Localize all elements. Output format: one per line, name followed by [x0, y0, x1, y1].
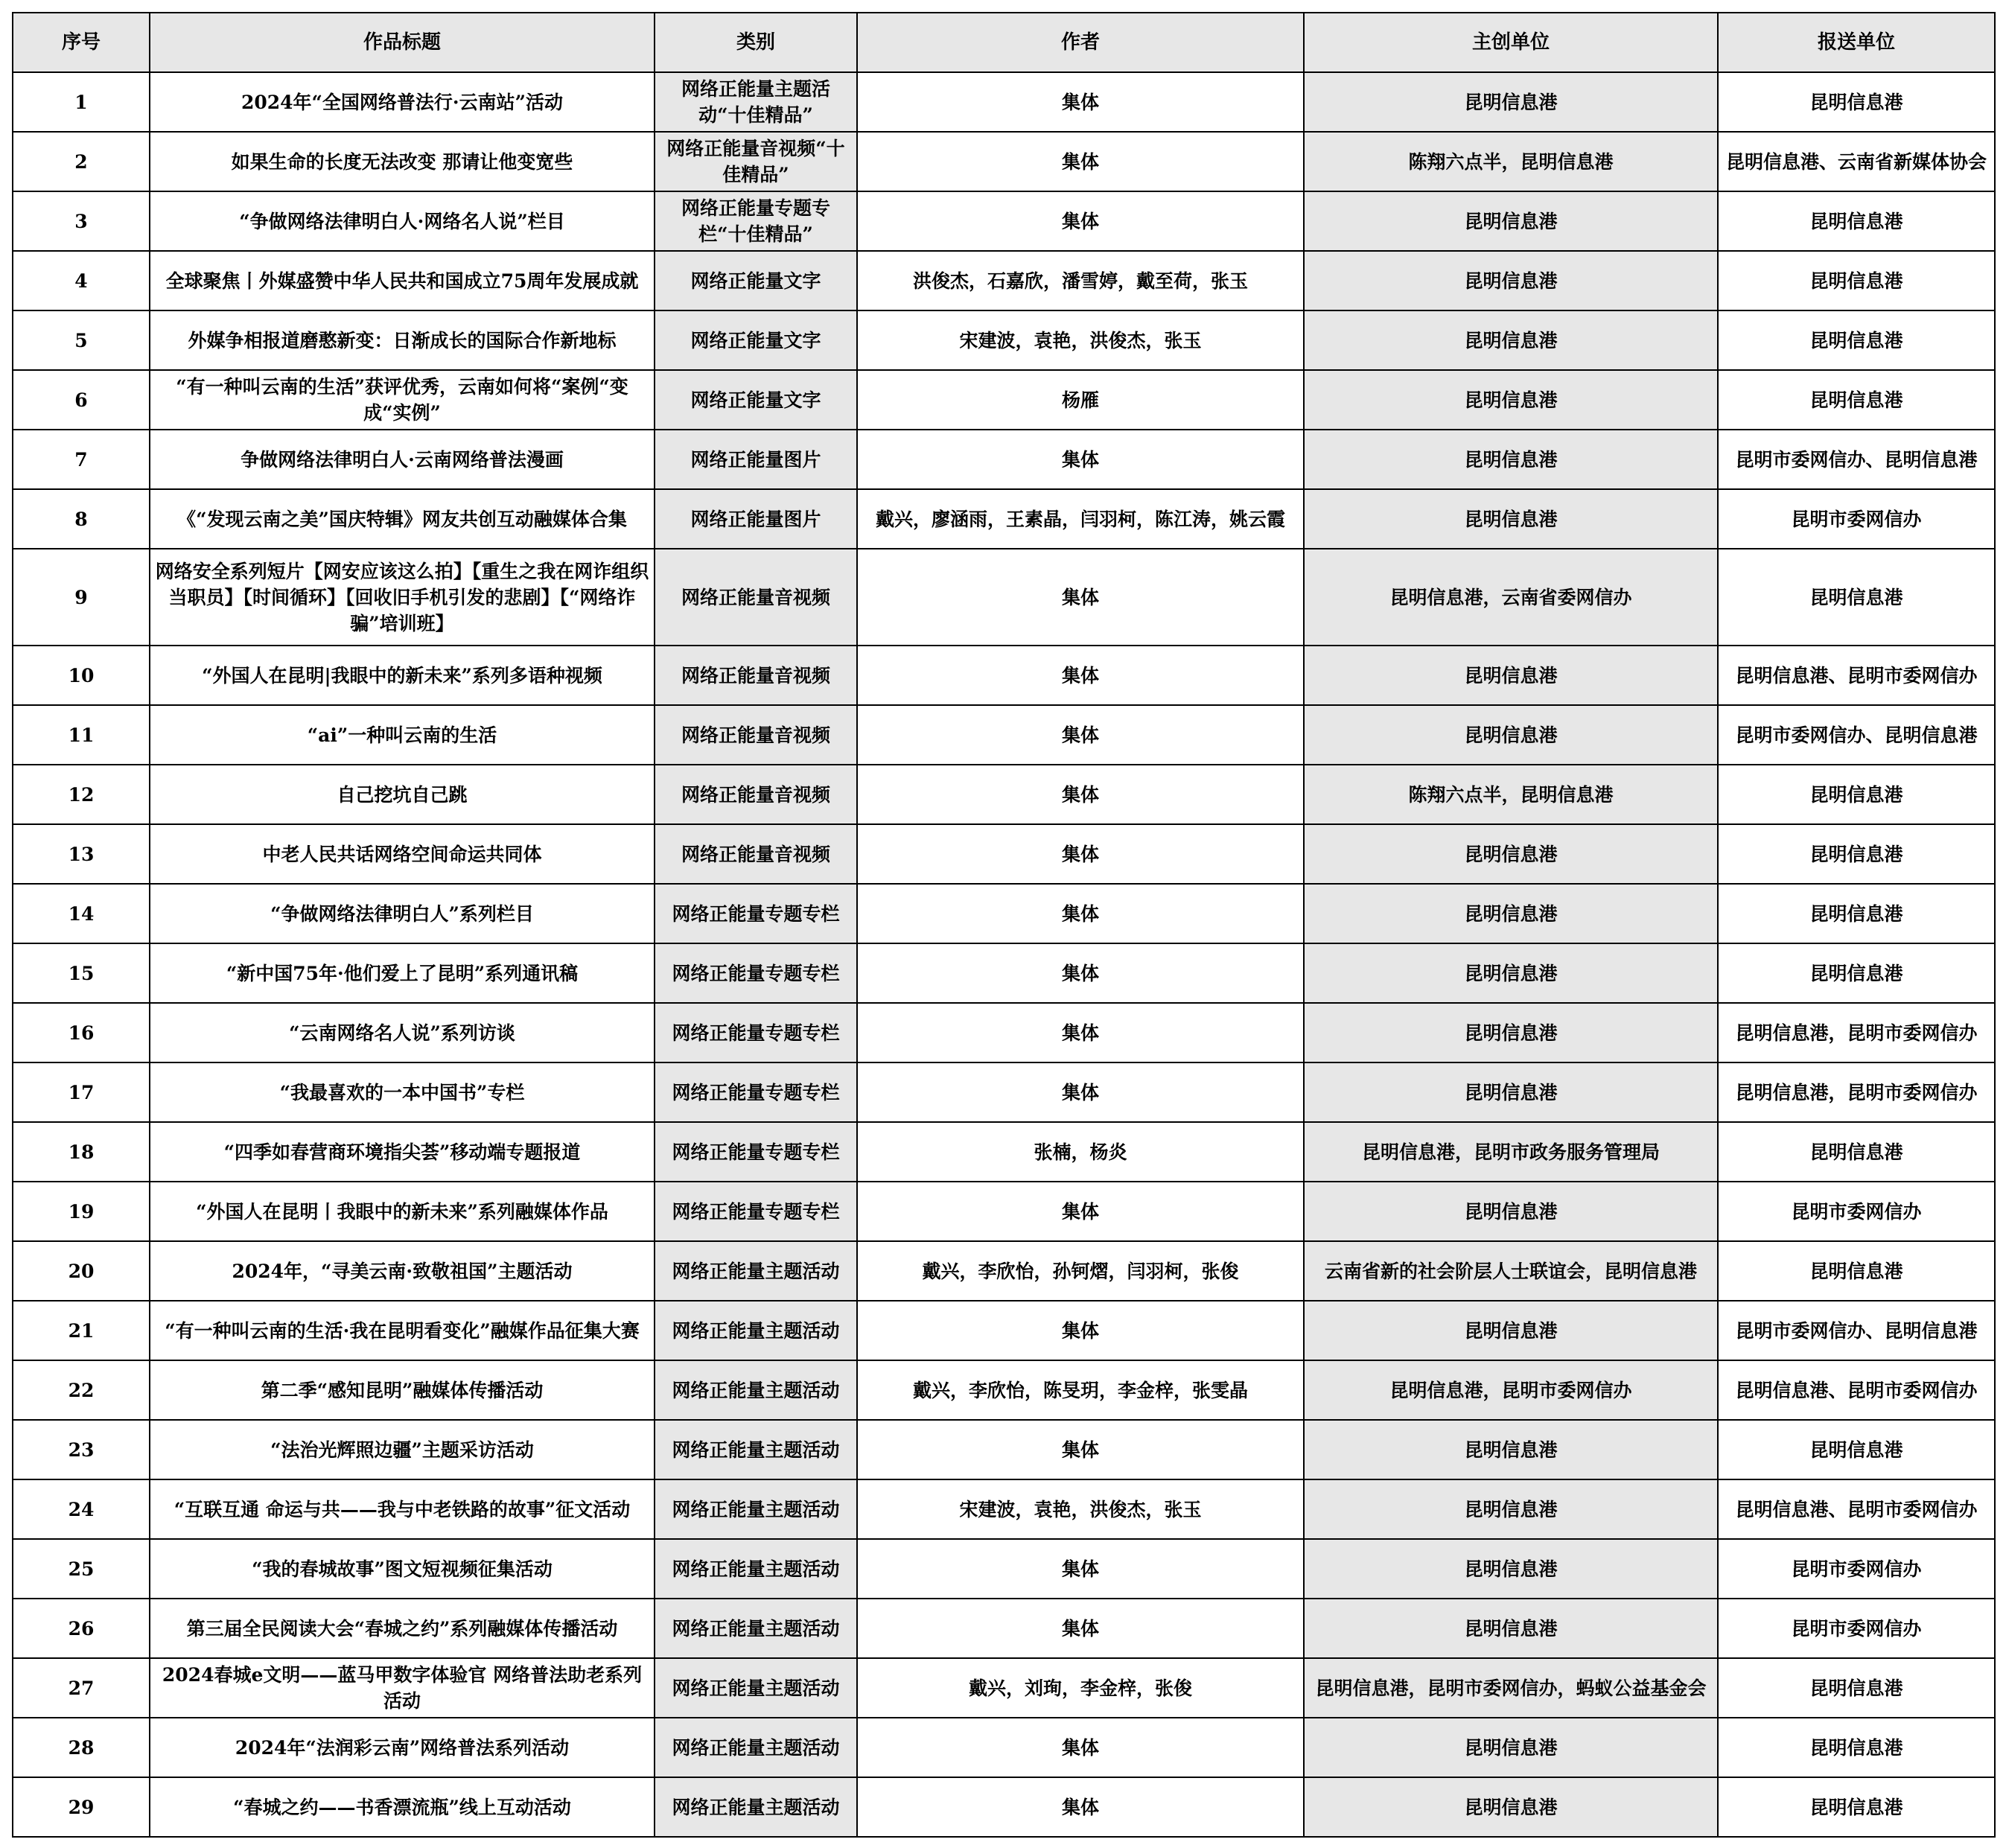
cell-category: 网络正能量主题活动	[655, 1420, 857, 1479]
cell-author: 洪俊杰，石嘉欣，潘雪婷，戴至荷，张玉	[857, 251, 1304, 310]
cell-submitter: 昆明信息港，昆明市委网信办	[1718, 1062, 1995, 1122]
table-row	[13, 1718, 1995, 1777]
table-row	[13, 1777, 1995, 1837]
cell-title: “争做网络法律明白人”系列栏目	[150, 884, 655, 943]
cell-submitter: 昆明信息港	[1718, 370, 1995, 430]
cell-no: 12	[13, 765, 150, 824]
cell-creator: 云南省新的社会阶层人士联谊会，昆明信息港	[1304, 1241, 1718, 1301]
cell-creator: 昆明信息港	[1304, 943, 1718, 1003]
table-row	[13, 1599, 1995, 1658]
table-row	[13, 549, 1995, 646]
cell-title: “我最喜欢的一本中国书”专栏	[150, 1062, 655, 1122]
cell-creator: 昆明信息港	[1304, 430, 1718, 489]
table-row	[13, 489, 1995, 549]
cell-submitter: 昆明市委网信办、昆明信息港	[1718, 1301, 1995, 1360]
cell-category: 网络正能量主题活动	[655, 1777, 857, 1837]
cell-category: 网络正能量主题活动	[655, 1599, 857, 1658]
cell-category: 网络正能量专题专栏	[655, 943, 857, 1003]
cell-submitter: 昆明信息港	[1718, 824, 1995, 884]
cell-creator: 昆明信息港	[1304, 1420, 1718, 1479]
cell-title: “春城之约——书香漂流瓶”线上互动活动	[150, 1777, 655, 1837]
cell-author: 张楠，杨炎	[857, 1122, 1304, 1182]
cell-creator: 昆明信息港	[1304, 1182, 1718, 1241]
cell-category: 网络正能量图片	[655, 489, 857, 549]
cell-title: 第三届全民阅读大会“春城之约”系列融媒体传播活动	[150, 1599, 655, 1658]
cell-title: 争做网络法律明白人·云南网络普法漫画	[150, 430, 655, 489]
cell-category: 网络正能量音视频“十佳精品”	[655, 132, 857, 191]
cell-submitter: 昆明市委网信办、昆明信息港	[1718, 430, 1995, 489]
cell-category: 网络正能量文字	[655, 251, 857, 310]
cell-author: 宋建波，袁艳，洪俊杰，张玉	[857, 310, 1304, 370]
cell-category: 网络正能量专题专栏“十佳精品”	[655, 191, 857, 251]
cell-title: 如果生命的长度无法改变 那请让他变宽些	[150, 132, 655, 191]
cell-title: “新中国75年·他们爱上了昆明”系列通讯稿	[150, 943, 655, 1003]
cell-creator: 昆明信息港	[1304, 72, 1718, 132]
cell-submitter: 昆明信息港、昆明市委网信办	[1718, 1360, 1995, 1420]
cell-creator: 昆明信息港	[1304, 310, 1718, 370]
cell-author: 戴兴，廖涵雨，王素晶，闫羽柯，陈江涛，姚云霞	[857, 489, 1304, 549]
cell-author: 集体	[857, 884, 1304, 943]
cell-category: 网络正能量音视频	[655, 765, 857, 824]
cell-author: 集体	[857, 191, 1304, 251]
cell-submitter: 昆明市委网信办	[1718, 1182, 1995, 1241]
cell-title: 《“发现云南之美”国庆特辑》网友共创互动融媒体合集	[150, 489, 655, 549]
cell-title: 2024年“法润彩云南”网络普法系列活动	[150, 1718, 655, 1777]
works-table	[12, 12, 1996, 1838]
cell-author: 集体	[857, 132, 1304, 191]
cell-no: 13	[13, 824, 150, 884]
cell-category: 网络正能量主题活动	[655, 1718, 857, 1777]
cell-submitter: 昆明信息港、昆明市委网信办	[1718, 646, 1995, 705]
cell-category: 网络正能量文字	[655, 370, 857, 430]
cell-category: 网络正能量音视频	[655, 646, 857, 705]
cell-creator: 昆明信息港	[1304, 251, 1718, 310]
cell-no: 14	[13, 884, 150, 943]
cell-no: 2	[13, 132, 150, 191]
cell-creator: 昆明信息港	[1304, 705, 1718, 765]
table-row	[13, 824, 1995, 884]
cell-author: 集体	[857, 1003, 1304, 1062]
cell-submitter: 昆明信息港	[1718, 1658, 1995, 1718]
cell-author: 集体	[857, 705, 1304, 765]
table-row	[13, 191, 1995, 251]
cell-submitter: 昆明市委网信办	[1718, 1539, 1995, 1599]
cell-author: 集体	[857, 1718, 1304, 1777]
cell-author: 集体	[857, 646, 1304, 705]
cell-title: “法治光辉照边疆”主题采访活动	[150, 1420, 655, 1479]
cell-no: 19	[13, 1182, 150, 1241]
cell-category: 网络正能量音视频	[655, 549, 857, 646]
cell-no: 21	[13, 1301, 150, 1360]
cell-category: 网络正能量文字	[655, 310, 857, 370]
cell-category: 网络正能量主题活动	[655, 1301, 857, 1360]
table-header-row	[13, 13, 1995, 72]
cell-no: 6	[13, 370, 150, 430]
table-row	[13, 370, 1995, 430]
cell-no: 10	[13, 646, 150, 705]
cell-author: 集体	[857, 549, 1304, 646]
cell-no: 9	[13, 549, 150, 646]
table-row	[13, 1658, 1995, 1718]
cell-creator: 昆明信息港	[1304, 1599, 1718, 1658]
cell-creator: 昆明信息港	[1304, 191, 1718, 251]
cell-creator: 昆明信息港，昆明市委网信办	[1304, 1360, 1718, 1420]
cell-submitter: 昆明市委网信办	[1718, 489, 1995, 549]
cell-creator: 陈翔六点半，昆明信息港	[1304, 132, 1718, 191]
cell-title: 自己挖坑自己跳	[150, 765, 655, 824]
cell-submitter: 昆明信息港	[1718, 1777, 1995, 1837]
table-row	[13, 705, 1995, 765]
cell-creator: 昆明信息港	[1304, 370, 1718, 430]
table-row	[13, 72, 1995, 132]
cell-creator: 昆明信息港，昆明市政务服务管理局	[1304, 1122, 1718, 1182]
table-row	[13, 132, 1995, 191]
table-row	[13, 646, 1995, 705]
cell-category: 网络正能量专题专栏	[655, 1182, 857, 1241]
cell-creator: 昆明信息港	[1304, 824, 1718, 884]
cell-category: 网络正能量主题活动	[655, 1658, 857, 1718]
cell-category: 网络正能量专题专栏	[655, 1062, 857, 1122]
cell-category: 网络正能量音视频	[655, 705, 857, 765]
cell-title: “我的春城故事”图文短视频征集活动	[150, 1539, 655, 1599]
cell-submitter: 昆明信息港	[1718, 191, 1995, 251]
cell-title: 2024年，“寻美云南·致敬祖国”主题活动	[150, 1241, 655, 1301]
cell-no: 20	[13, 1241, 150, 1301]
cell-category: 网络正能量主题活动	[655, 1360, 857, 1420]
table-row	[13, 884, 1995, 943]
cell-creator: 昆明信息港	[1304, 884, 1718, 943]
cell-author: 宋建波，袁艳，洪俊杰，张玉	[857, 1479, 1304, 1539]
cell-creator: 昆明信息港	[1304, 1062, 1718, 1122]
cell-no: 11	[13, 705, 150, 765]
cell-title: “外国人在昆明丨我眼中的新未来”系列融媒体作品	[150, 1182, 655, 1241]
table-body	[13, 72, 1995, 1837]
cell-category: 网络正能量主题活动	[655, 1479, 857, 1539]
cell-submitter: 昆明信息港	[1718, 1420, 1995, 1479]
cell-submitter: 昆明信息港	[1718, 765, 1995, 824]
cell-title: “争做网络法律明白人·网络名人说”栏目	[150, 191, 655, 251]
header-submitter: 报送单位	[1718, 13, 1995, 72]
cell-no: 1	[13, 72, 150, 132]
cell-no: 24	[13, 1479, 150, 1539]
table-row	[13, 251, 1995, 310]
cell-creator: 昆明信息港，昆明市委网信办，蚂蚁公益基金会	[1304, 1658, 1718, 1718]
cell-no: 23	[13, 1420, 150, 1479]
table-row	[13, 943, 1995, 1003]
table-row	[13, 310, 1995, 370]
cell-author: 集体	[857, 824, 1304, 884]
cell-submitter: 昆明市委网信办	[1718, 1599, 1995, 1658]
cell-category: 网络正能量音视频	[655, 824, 857, 884]
cell-author: 集体	[857, 1182, 1304, 1241]
table-row	[13, 1062, 1995, 1122]
cell-creator: 昆明信息港	[1304, 1003, 1718, 1062]
table-row	[13, 1122, 1995, 1182]
cell-creator: 昆明信息港，云南省委网信办	[1304, 549, 1718, 646]
cell-no: 26	[13, 1599, 150, 1658]
cell-author: 杨雁	[857, 370, 1304, 430]
cell-no: 17	[13, 1062, 150, 1122]
cell-creator: 昆明信息港	[1304, 1301, 1718, 1360]
cell-title: 2024年“全国网络普法行·云南站”活动	[150, 72, 655, 132]
cell-author: 集体	[857, 1420, 1304, 1479]
cell-author: 集体	[857, 430, 1304, 489]
header-creator: 主创单位	[1304, 13, 1718, 72]
cell-category: 网络正能量专题专栏	[655, 1122, 857, 1182]
cell-title: 第二季“感知昆明”融媒体传播活动	[150, 1360, 655, 1420]
cell-author: 戴兴，刘珣，李金梓，张俊	[857, 1658, 1304, 1718]
header-category: 类别	[655, 13, 857, 72]
cell-submitter: 昆明信息港、云南省新媒体协会	[1718, 132, 1995, 191]
cell-creator: 陈翔六点半，昆明信息港	[1304, 765, 1718, 824]
table-row	[13, 1360, 1995, 1420]
header-no: 序号	[13, 13, 150, 72]
cell-no: 7	[13, 430, 150, 489]
header-author: 作者	[857, 13, 1304, 72]
cell-category: 网络正能量主题活动	[655, 1539, 857, 1599]
cell-author: 集体	[857, 1777, 1304, 1837]
cell-author: 集体	[857, 1599, 1304, 1658]
cell-no: 16	[13, 1003, 150, 1062]
cell-title: “有一种叫云南的生活”获评优秀，云南如何将“案例“变成“实例”	[150, 370, 655, 430]
cell-submitter: 昆明信息港	[1718, 72, 1995, 132]
cell-creator: 昆明信息港	[1304, 1718, 1718, 1777]
cell-author: 集体	[857, 943, 1304, 1003]
cell-title: 外媒争相报道磨憨新变：日渐成长的国际合作新地标	[150, 310, 655, 370]
cell-submitter: 昆明市委网信办、昆明信息港	[1718, 705, 1995, 765]
table-row	[13, 1241, 1995, 1301]
cell-title: 网络安全系列短片【网安应该这么拍】【重生之我在网诈组织当职员】【时间循环】【回收旧手机引发的悲剧】【“网络诈骗”培训班】	[150, 549, 655, 646]
table-row	[13, 1301, 1995, 1360]
cell-submitter: 昆明信息港	[1718, 549, 1995, 646]
cell-submitter: 昆明信息港	[1718, 884, 1995, 943]
cell-no: 28	[13, 1718, 150, 1777]
cell-author: 戴兴，李欣怡，陈旻玥，李金梓，张雯晶	[857, 1360, 1304, 1420]
cell-title: “互联互通 命运与共——我与中老铁路的故事”征文活动	[150, 1479, 655, 1539]
cell-creator: 昆明信息港	[1304, 1539, 1718, 1599]
cell-title: 2024春城e文明——蓝马甲数字体验官 网络普法助老系列活动	[150, 1658, 655, 1718]
cell-category: 网络正能量专题专栏	[655, 884, 857, 943]
table-row	[13, 1539, 1995, 1599]
cell-submitter: 昆明信息港、昆明市委网信办	[1718, 1479, 1995, 1539]
table-row	[13, 1003, 1995, 1062]
cell-title: “ai”一种叫云南的生活	[150, 705, 655, 765]
cell-title: 中老人民共话网络空间命运共同体	[150, 824, 655, 884]
cell-no: 18	[13, 1122, 150, 1182]
table-row	[13, 765, 1995, 824]
cell-submitter: 昆明信息港	[1718, 943, 1995, 1003]
cell-submitter: 昆明信息港	[1718, 1718, 1995, 1777]
cell-title: “四季如春营商环境指尖荟”移动端专题报道	[150, 1122, 655, 1182]
cell-category: 网络正能量主题活动“十佳精品”	[655, 72, 857, 132]
cell-author: 集体	[857, 1539, 1304, 1599]
cell-creator: 昆明信息港	[1304, 489, 1718, 549]
cell-category: 网络正能量主题活动	[655, 1241, 857, 1301]
cell-submitter: 昆明信息港，昆明市委网信办	[1718, 1003, 1995, 1062]
cell-category: 网络正能量专题专栏	[655, 1003, 857, 1062]
table-row	[13, 1479, 1995, 1539]
table-row	[13, 430, 1995, 489]
cell-creator: 昆明信息港	[1304, 646, 1718, 705]
cell-category: 网络正能量图片	[655, 430, 857, 489]
cell-submitter: 昆明信息港	[1718, 1241, 1995, 1301]
cell-submitter: 昆明信息港	[1718, 251, 1995, 310]
cell-author: 集体	[857, 1062, 1304, 1122]
cell-no: 22	[13, 1360, 150, 1420]
cell-no: 4	[13, 251, 150, 310]
cell-creator: 昆明信息港	[1304, 1479, 1718, 1539]
header-title: 作品标题	[150, 13, 655, 72]
table-row	[13, 1182, 1995, 1241]
cell-no: 25	[13, 1539, 150, 1599]
table-row	[13, 1420, 1995, 1479]
cell-no: 3	[13, 191, 150, 251]
cell-no: 15	[13, 943, 150, 1003]
cell-submitter: 昆明信息港	[1718, 310, 1995, 370]
cell-title: 全球聚焦丨外媒盛赞中华人民共和国成立75周年发展成就	[150, 251, 655, 310]
cell-author: 集体	[857, 1301, 1304, 1360]
cell-no: 27	[13, 1658, 150, 1718]
cell-no: 5	[13, 310, 150, 370]
cell-author: 集体	[857, 72, 1304, 132]
cell-submitter: 昆明信息港	[1718, 1122, 1995, 1182]
cell-author: 戴兴，李欣怡，孙钶熠，闫羽柯，张俊	[857, 1241, 1304, 1301]
cell-title: “有一种叫云南的生活·我在昆明看变化”融媒作品征集大赛	[150, 1301, 655, 1360]
cell-no: 8	[13, 489, 150, 549]
cell-title: “外国人在昆明|我眼中的新未来”系列多语种视频	[150, 646, 655, 705]
cell-author: 集体	[857, 765, 1304, 824]
cell-creator: 昆明信息港	[1304, 1777, 1718, 1837]
cell-no: 29	[13, 1777, 150, 1837]
cell-title: “云南网络名人说”系列访谈	[150, 1003, 655, 1062]
